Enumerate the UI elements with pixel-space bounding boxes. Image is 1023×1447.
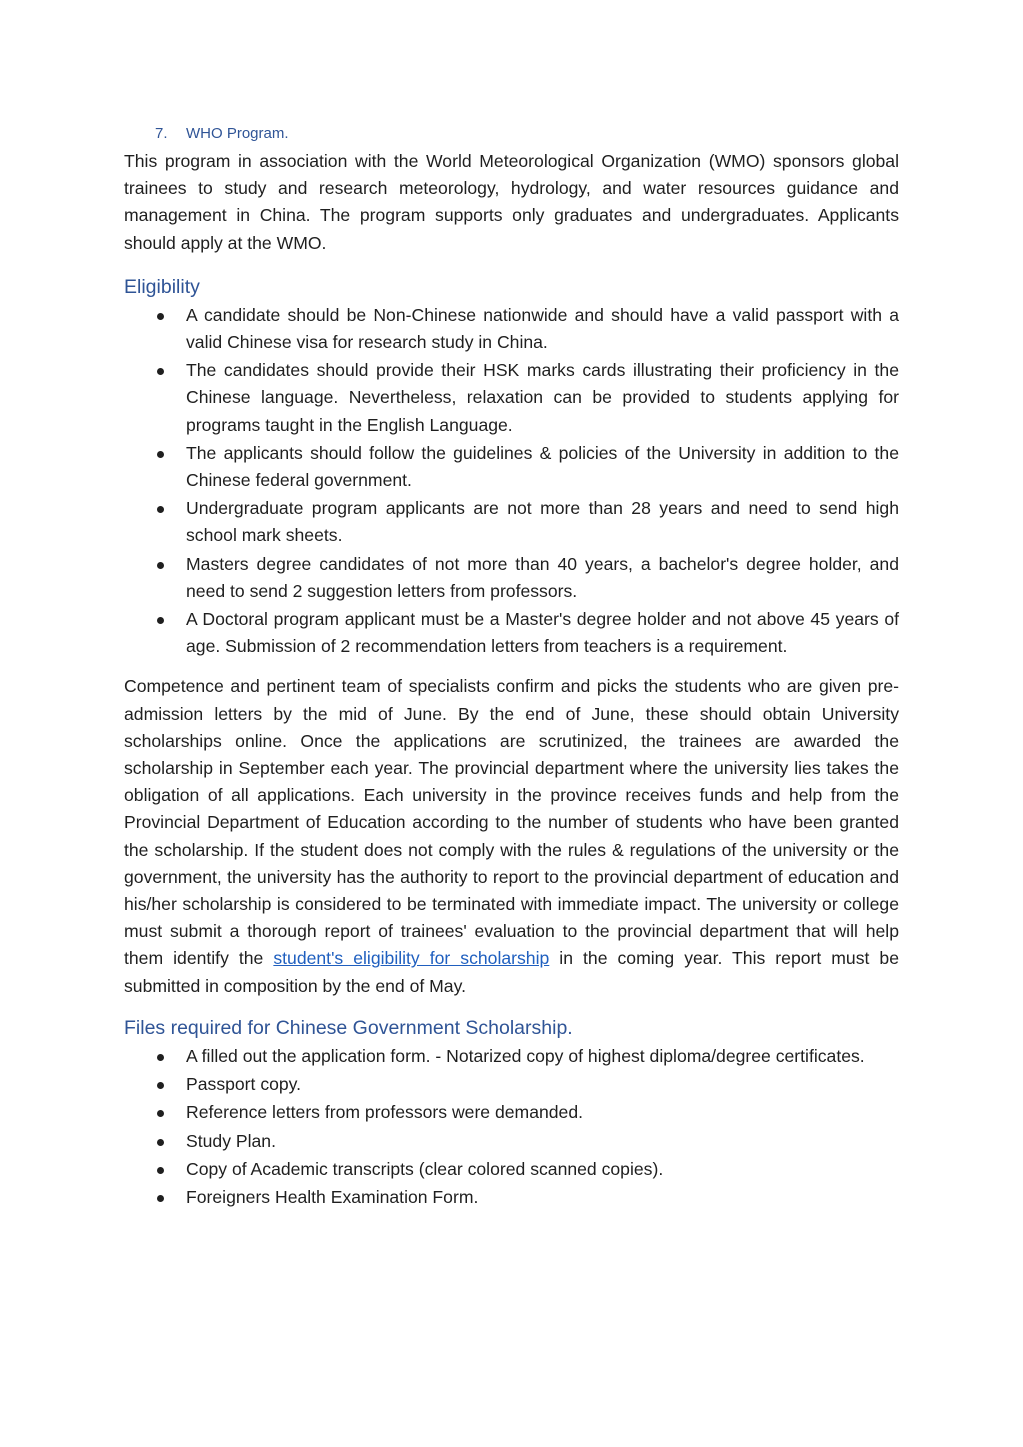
- list-item-text: A filled out the application form. - Notarized copy of highest diploma/degree certificates.: [186, 1045, 865, 1066]
- bullet-icon: [157, 1054, 164, 1061]
- list-item-text: Foreigners Health Examination Form.: [186, 1186, 479, 1207]
- list-item: [124, 606, 899, 660]
- intro-paragraph: This program in association with the World Meteorological Organization (WMO) sponsors global trainees to study and research meteorology, hydrology, and water resources guidance and management in China. The program supports only graduates and undergraduates. Applicants should apply at the WMO.: [124, 151, 899, 253]
- list-item-text: Copy of Academic transcripts (clear colored scanned copies).: [186, 1158, 664, 1179]
- bullet-icon: [157, 1167, 164, 1174]
- bullet-icon: [157, 562, 164, 569]
- files-heading: Files required for Chinese Government Scholarship.: [124, 1016, 573, 1039]
- heading-label: WHO Program.: [186, 125, 289, 142]
- list-item-text: A Doctoral program applicant must be a Master's degree holder and not above 45 years of age. Submission of 2 recommendation letters from teachers is a requirement.: [186, 609, 899, 657]
- eligibility-link[interactable]: student's eligibility for scholarship: [273, 948, 550, 969]
- process-paragraph: [124, 673, 899, 999]
- list-item-text: Undergraduate program applicants are not more than 28 years and need to send high school mark sheets.: [186, 498, 899, 546]
- bullet-icon: [157, 1082, 164, 1089]
- list-item-text: A candidate should be Non-Chinese nationwide and should have a valid passport with a valid Chinese visa for research study in China.: [186, 304, 899, 353]
- list-item-text: Reference letters from professors were demanded.: [186, 1102, 584, 1123]
- list-item: [124, 440, 899, 494]
- bullet-icon: [157, 1139, 164, 1146]
- document-page: [124, 124, 899, 1212]
- bullet-icon: [157, 1110, 164, 1117]
- list-item: [124, 551, 899, 605]
- list-item-text: Study Plan.: [186, 1130, 276, 1151]
- eligibility-heading: Eligibility: [124, 275, 200, 298]
- list-item: [124, 1184, 899, 1211]
- bullet-icon: [157, 313, 164, 320]
- bullet-icon: [157, 617, 164, 624]
- list-item-text: The candidates should provide their HSK marks cards illustrating their proficiency in the Chinese language. Nevertheless, relaxation can be provided to students applying for programs taught in the English Language.: [186, 360, 899, 435]
- bullet-icon: [157, 1195, 164, 1202]
- list-item-text: Masters degree candidates of not more than 40 years, a bachelor's degree holder, and need to send 2 suggestion letters from professors.: [186, 553, 899, 601]
- files-list: [124, 1043, 899, 1211]
- list-item: [124, 1156, 899, 1183]
- list-item: [124, 1099, 899, 1126]
- eligibility-list: [124, 302, 899, 661]
- list-item-text: Passport copy.: [186, 1074, 302, 1095]
- list-item: [124, 495, 899, 549]
- list-item: [124, 1128, 899, 1155]
- bullet-icon: [157, 506, 164, 513]
- numbered-heading: [155, 124, 899, 144]
- list-item: [124, 357, 899, 439]
- bullet-icon: [157, 451, 164, 458]
- process-text-after-link: in the coming year. This report must be submitted in composition by the end of May.: [124, 948, 899, 996]
- list-item-text: The applicants should follow the guidelines & policies of the University in addition to the Chinese federal government.: [186, 442, 899, 491]
- bullet-icon: [157, 368, 164, 375]
- heading-number: 7.: [155, 125, 168, 142]
- list-item: [124, 302, 899, 356]
- list-item: [124, 1043, 899, 1070]
- list-item: [124, 1071, 899, 1098]
- process-text-before-link: Competence and pertinent team of specialists confirm and picks the students who are given pre-admission letters by the mid of June. By the end of June, these should obtain University scholarships online. Once the applications are scrutinized, the trainees are awarded the scholarship in September each year. The provincial department where the university lies takes the obligation of all applications. Each university in the province receives funds and help from the Provincial Department of Education according to the number of students who have been granted the scholarship. If the student does not comply with the rules & regulations of the university or the government, the university has the authority to report to the provincial department of education and his/her scholarship is considered to be terminated with immediate impact. The university or college must submit a thorough report of trainees' evaluation to the provincial department that will help them identify the: [124, 676, 899, 969]
